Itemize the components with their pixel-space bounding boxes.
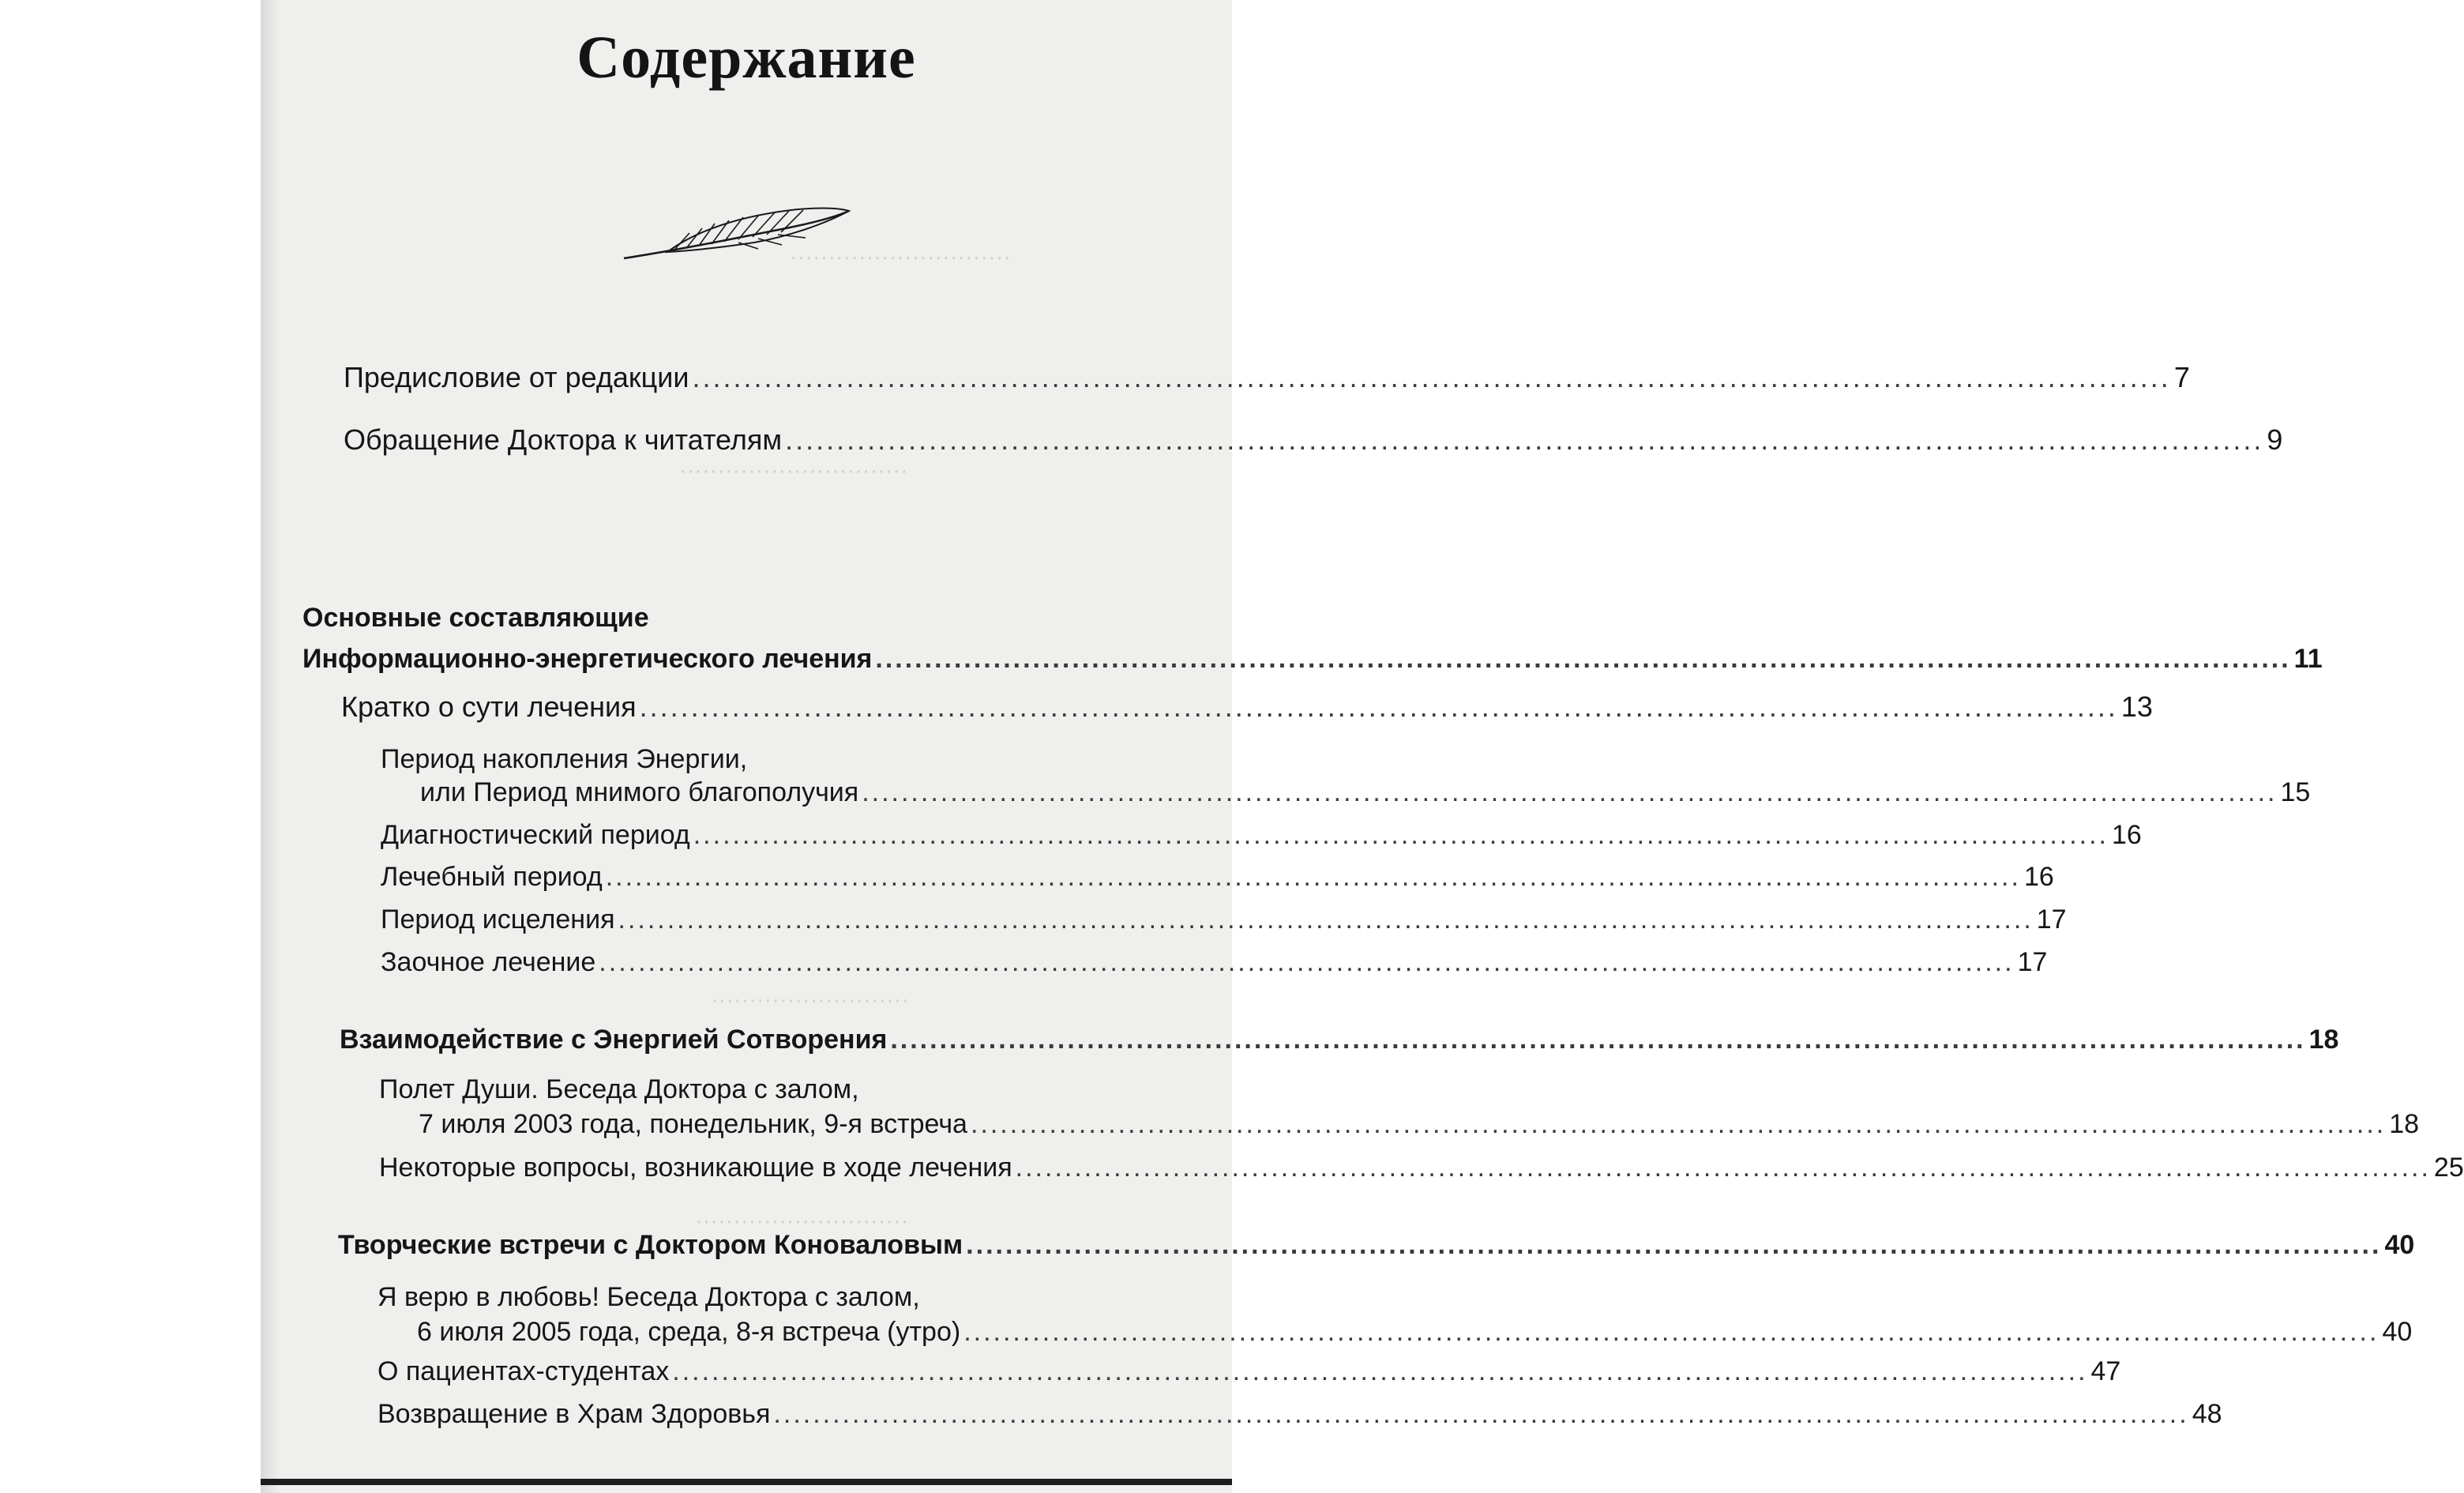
page-title: Содержание (577, 24, 916, 91)
toc-page-number: 48 (2192, 1399, 2222, 1429)
toc-page-number: 17 (2017, 947, 2048, 977)
toc-entry-title: Предисловие от редакции (344, 361, 689, 393)
dot-leader: ................................................................................................................................................ (639, 690, 2118, 723)
toc-entry-title: Кратко о сути лечения (341, 690, 637, 723)
toc-entry[interactable] (341, 690, 2153, 723)
toc-entry-title-continued: или Период мнимого благополучия (420, 777, 859, 807)
dot-leader: ................................................................................................................................................ (605, 862, 2021, 892)
toc-entry-title-continued: Информационно-энергетического лечения (302, 644, 873, 674)
toc-page-number: 18 (2389, 1109, 2420, 1139)
toc-page-number: 9 (2267, 423, 2283, 456)
toc-entry[interactable] (377, 1280, 2413, 1349)
toc-entry[interactable] (381, 743, 2311, 809)
dot-leader: ................................................................................................................................................ (692, 361, 2171, 393)
dot-leader: ................................................................................................................................................ (890, 1025, 2306, 1055)
toc-page-number: 40 (2384, 1230, 2415, 1260)
toc-entry-title: Период накопления Энергии, (381, 744, 748, 774)
toc-entry[interactable] (381, 946, 2048, 978)
toc-entry[interactable] (344, 361, 2190, 393)
toc-entry[interactable] (379, 1152, 2464, 1183)
show-through-text: ····························· (790, 245, 1012, 270)
toc-entry-title: Заочное лечение (381, 947, 596, 977)
toc-page-number: 16 (2112, 820, 2142, 850)
show-through-text: ···························· (695, 1209, 909, 1234)
toc-entry[interactable] (377, 1398, 2222, 1430)
show-through-text: ······························ (679, 458, 908, 483)
feather-ornament-icon (620, 201, 853, 265)
toc-entry-title: Лечебный период (381, 862, 603, 892)
toc-entry[interactable] (381, 904, 2067, 935)
toc-entry-title: Некоторые вопросы, возникающие в ходе лечения (379, 1153, 1012, 1183)
toc-entry[interactable] (377, 1356, 2121, 1387)
toc-entry-title: Обращение Доктора к читателям (344, 423, 783, 456)
toc-entry-title: Возвращение в Храм Здоровья (377, 1399, 771, 1429)
dot-leader: ................................................................................................................................................ (875, 644, 2291, 674)
toc-entry[interactable] (379, 1072, 2420, 1141)
toc-entry-title-continued: 6 июля 2005 года, среда, 8-я встреча (утро) (417, 1317, 961, 1347)
toc-page-number: 7 (2173, 361, 2190, 393)
dot-leader: ................................................................................................................................................ (693, 820, 2109, 850)
toc-page-number: 25 (2433, 1153, 2464, 1183)
show-through-text: ·························· (711, 987, 910, 1013)
toc-page-number: 13 (2120, 690, 2153, 723)
toc-section-heading[interactable] (302, 597, 2323, 679)
toc-section-heading[interactable] (340, 1024, 2339, 1055)
toc-entry-title: Полет Души. Беседа Доктора с залом, (379, 1074, 859, 1104)
dot-leader: ................................................................................................................................................ (963, 1317, 2379, 1347)
toc-entry-title: Взаимодействие с Энергией Сотворения (340, 1025, 888, 1055)
dot-leader: ................................................................................................................................................ (966, 1230, 2382, 1260)
dot-leader: ................................................................................................................................................ (618, 904, 2034, 935)
page-gutter-shadow (261, 0, 280, 1493)
dot-leader: ................................................................................................................................................ (1015, 1153, 2431, 1183)
toc-entry[interactable] (344, 423, 2283, 456)
toc-page-number: 15 (2280, 777, 2311, 807)
dot-leader: ................................................................................................................................................ (773, 1399, 2189, 1429)
toc-entry-title: Период исцеления (381, 904, 615, 935)
toc-entry-title: Творческие встречи с Доктором Коноваловым (338, 1230, 963, 1260)
toc-entry-title-continued: 7 июля 2003 года, понедельник, 9-я встреча (419, 1109, 967, 1139)
toc-page-number: 11 (2293, 644, 2323, 674)
dot-leader: ................................................................................................................................................ (970, 1109, 2387, 1139)
toc-entry-title: Диагностический период (381, 820, 690, 850)
toc-entry-title: Основные составляющие (302, 603, 649, 633)
toc-page-number: 16 (2023, 862, 2054, 892)
dot-leader: ................................................................................................................................................ (785, 423, 2264, 456)
dot-leader: ................................................................................................................................................ (599, 947, 2015, 977)
toc-page-number: 47 (2090, 1356, 2121, 1386)
toc-entry[interactable] (381, 861, 2054, 893)
dot-leader: ................................................................................................................................................ (672, 1356, 2088, 1386)
dot-leader: ................................................................................................................................................ (862, 777, 2278, 807)
toc-entry[interactable] (381, 819, 2142, 851)
page-bottom-edge (261, 1479, 1232, 1485)
toc-entry-title: О пациентах-студентах (377, 1356, 670, 1386)
toc-section-heading[interactable] (338, 1229, 2415, 1261)
toc-page-number: 17 (2036, 904, 2067, 935)
toc-entry-title: Я верю в любовь! Беседа Доктора с залом, (377, 1282, 920, 1312)
toc-page-number: 18 (2308, 1025, 2339, 1055)
toc-page-number: 40 (2382, 1317, 2413, 1347)
